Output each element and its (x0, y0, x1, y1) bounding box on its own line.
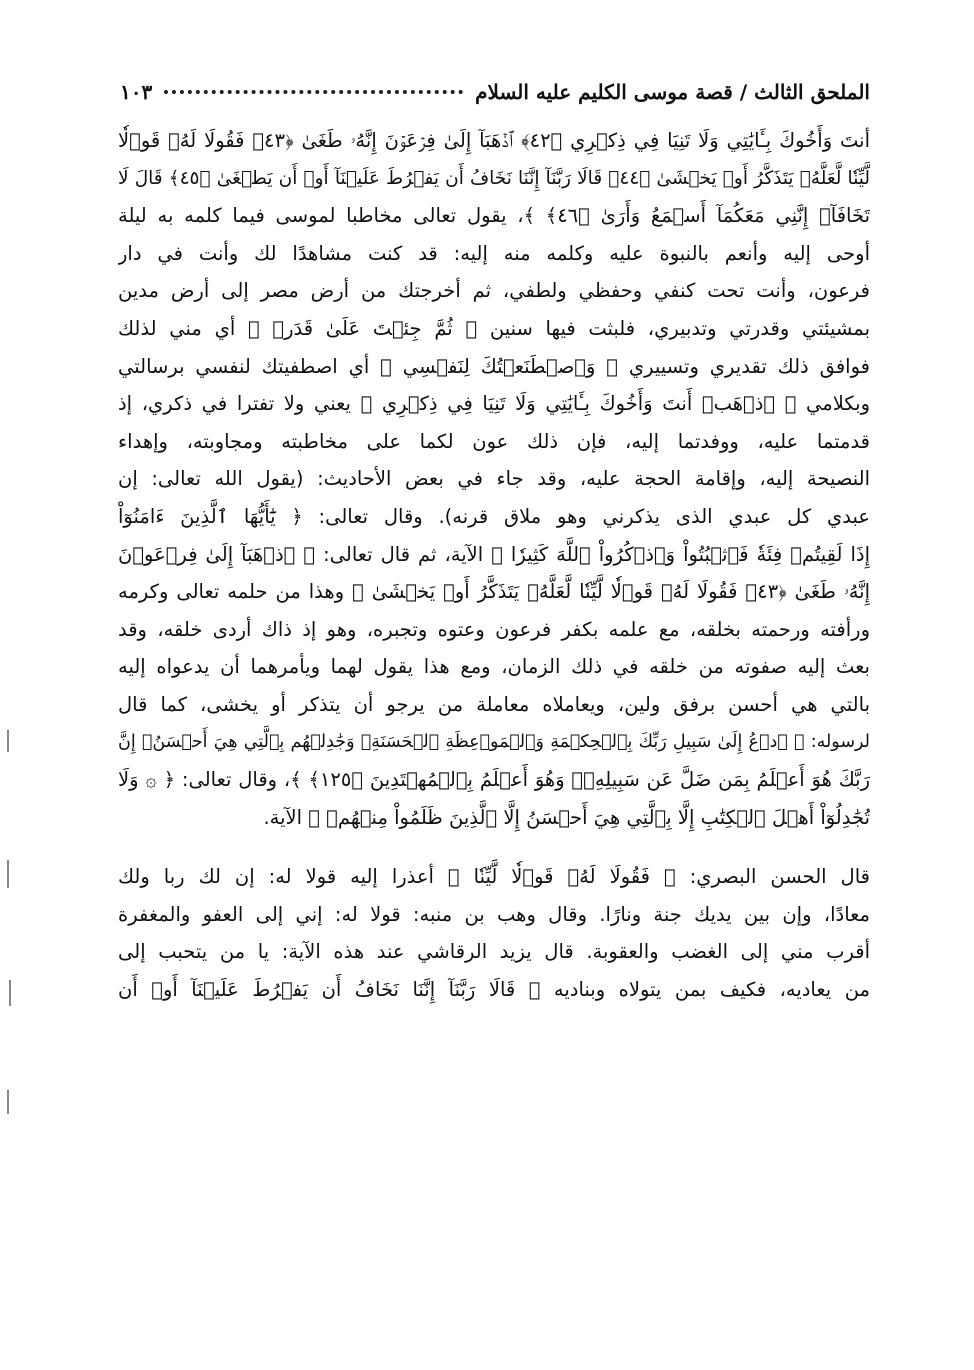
scan-margin-line (7, 730, 9, 752)
text-line: أنتَ وَأَخُوكَ بِـَٔايَٰتِي وَلَا تَنِيَا فِي ذِكۡرِي ﴿٤٢﴾ ٱذۡهَبَآ إِلَىٰ فِرۡعَوۡنَ إِنَّهُۥ طَغَىٰ ﴿٤٣﴾ فَقُولَا لَهُۥ قَوۡلٗا (118, 129, 870, 152)
body-text (118, 122, 870, 1009)
text-line: لَّيِّنٗا لَّعَلَّهُۥ يَتَذَكَّرُ أَوۡ يَخۡشَىٰ ﴿٤٤﴾ قَالَا رَبَّنَآ إِنَّنَا نَخَافُ أَن يَفۡرُطَ عَلَيۡنَآ أَوۡ أَن يَطۡغَىٰ ﴿٤٥﴾ قَالَ لَا (118, 167, 870, 189)
text-line: أقرب مني إلى الغضب والعقوبة. قال يزيد الرقاشي عند هذه الآية: يا من يتحبب إلى (118, 940, 870, 964)
text-line: معادًا، وإن بين يديك جنة ونارًا. وقال وهب بن منبه: قولا له: إني إلى العفو والمغفرة (118, 902, 870, 926)
text-line: قال الحسن البصري: ﴿ فَقُولَا لَهُۥ قَوۡلٗا لَّيِّنٗا ﴾ أعذرا إليه قولا له: إن لك ربا ولك (118, 865, 870, 889)
text-line: وبكلامي ﴿ ٱذۡهَبۡ أَنتَ وَأَخُوكَ بِـَٔايَٰتِي وَلَا تَنِيَا فِي ذِكۡرِي ﴾ يعني ولا تفترا في ذكري، إذ (118, 392, 870, 416)
text-line: تُجَٰدِلُوٓاْ أَهۡلَ ٱلۡكِتَٰبِ إِلَّا بِٱلَّتِي هِيَ أَحۡسَنُ إِلَّا ٱلَّذِينَ ظَلَمُواْ مِنۡهُمۡ ﴾ الآية. (263, 805, 870, 829)
page-number: ١٠٣ (120, 80, 153, 104)
paragraph-gap (118, 836, 870, 858)
text-line: فرعون، وأنت تحت كنفي وحفظي ولطفي، ثم أخرجتك من أرض مصر إلى أرض مدين (118, 279, 870, 303)
text-line: لرسوله: ﴿ ٱدۡعُ إِلَىٰ سَبِيلِ رَبِّكَ بِٱلۡحِكۡمَةِ وَٱلۡمَوۡعِظَةِ ٱلۡحَسَنَةِۖ وَجَٰدِلۡهُم بِٱلَّتِي هِيَ أَحۡسَنُۚ إِنَّ (118, 731, 870, 752)
text-line: قدمتما عليه، ووفدتما إليه، فإن ذلك عون لكما على مخاطبته ومجاوبته، وإهداء (118, 429, 870, 453)
text-line: ورأفته ورحمته بخلقه، مع علمه بكفر فرعون وعتوه وتجبره، وهو إذ ذاك أردى خلقه، وقد (118, 617, 870, 641)
text-line: رَبَّكَ هُوَ أَعۡلَمُ بِمَن ضَلَّ عَن سَبِيلِهِۦۖ وَهُوَ أَعۡلَمُ بِٱلۡمُهۡتَدِينَ ﴿١٢٥﴾ ﴾، وقال تعالى: ﴿ ۞ وَلَا (118, 768, 870, 792)
text-line: النصيحة إليه، وإقامة الحجة عليه، وقد جاء في بعض الأحاديث: (يقول الله تعالى: إن (118, 467, 870, 491)
header-leader-dashes (164, 90, 463, 94)
scan-margin-line (9, 980, 11, 1006)
text-line: من يعاديه، فكيف بمن يتولاه وبناديه ﴿ قَالَا رَبَّنَآ إِنَّنَا نَخَافُ أَن يَفۡرُطَ عَلَيۡنَآ أَوۡ أَن (118, 978, 870, 1002)
text-line: أوحى إليه وأنعم بالنبوة عليه وكلمه منه إليه: قد كنت مشاهدًا لك وأنت في دار (118, 241, 870, 265)
text-line: بالتي هي أحسن برفق ولين، ويعاملاه معاملة من يرجو أن يتذكر أو يخشى، كما قال (118, 692, 870, 716)
text-line: تَخَافَآۖ إِنَّنِي مَعَكُمَآ أَسۡمَعُ وَأَرَىٰ ﴿٤٦﴾ ﴾، يقول تعالى مخاطبا لموسى فيما كلمه به ليلة (118, 204, 870, 228)
text-line: إِنَّهُۥ طَغَىٰ ﴿٤٣﴾ فَقُولَا لَهُۥ قَوۡلٗا لَّيِّنٗا لَّعَلَّهُۥ يَتَذَكَّرُ أَوۡ يَخۡشَىٰ ﴾ وهذا من حلمه تعالى وكرمه (118, 580, 870, 604)
text-line: بعث إليه صفوته من خلقه في ذلك الزمان، ومع هذا يقول لهما ويأمرهما أن يدعواه إليه (118, 655, 870, 679)
text-line: فوافق ذلك تقديري وتسييري ﴿ وَٱصۡطَنَعۡتُكَ لِنَفۡسِي ﴾ أي اصطفيتك لنفسي برسالتي (118, 354, 870, 378)
text-line: بمشيئتي وقدرتي وتدبيري، فلبثت فيها سنين ﴿ ثُمَّ جِئۡتَ عَلَىٰ قَدَرٖ ﴾ أي مني لذلك (118, 316, 870, 340)
text-line: عبدي كل عبدي الذى يذكرني وهو ملاق قرنه). وقال تعالى: ﴿ يَٰٓأَيُّهَا ٱلَّذِينَ ءَامَنُوٓاْ (118, 504, 870, 528)
scan-margin-line (7, 860, 9, 888)
text-line: إِذَا لَقِيتُمۡ فِئَةٗ فَٱثۡبُتُواْ وَٱذۡكُرُواْ ٱللَّهَ كَثِيرٗا ﴾ الآية، ثم قال تعالى: ﴿ ٱذۡهَبَآ إِلَىٰ فِرۡعَوۡنَ (118, 542, 870, 566)
scan-margin-line (7, 1090, 9, 1114)
chapter-title: الملحق الثالث / قصة موسى الكليم عليه السلام (475, 80, 870, 104)
running-header (120, 70, 870, 114)
